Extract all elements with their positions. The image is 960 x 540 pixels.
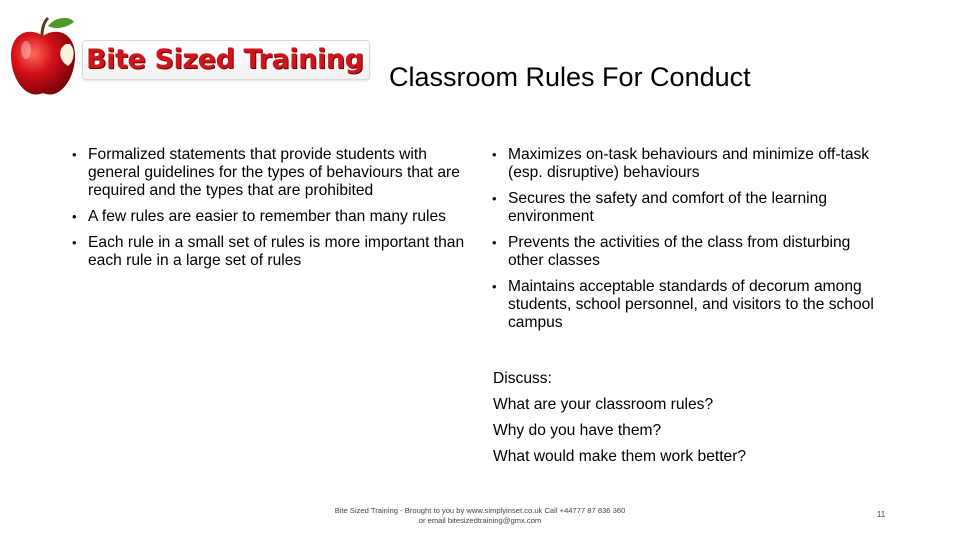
bullet-icon: • [492,191,497,206]
bullet-text: Each rule in a small set of rules is more important than each rule in a large set of rules [88,234,465,269]
bullet-text: Secures the safety and comfort of the learning environment [508,190,827,225]
apple-logo-icon [8,14,78,98]
bullet-icon: • [72,147,77,162]
bullet-icon: • [492,147,497,162]
discuss-question: What would make them work better? [493,448,747,465]
bullet-text: Maintains acceptable standards of decorum among students, school personnel, and visitors to the school campus [508,278,874,331]
discuss-heading: Discuss: [493,370,552,387]
bullet-text: Maximizes on-task behaviours and minimize off-task (esp. disruptive) behaviours [508,146,870,181]
discuss-question: Why do you have them? [493,422,662,439]
footer [280,506,680,526]
bullet-text: Prevents the activities of the class from disturbing other classes [508,234,851,269]
list-item [488,146,888,182]
footer-line: or email bitesizedtraining@gmx.com [418,516,542,525]
brand-logo-text: Bite Sized Training [82,40,370,80]
list-item [68,146,472,200]
page-number: 11 [876,510,886,519]
discuss-question: What are your classroom rules? [493,396,714,413]
bullet-text: Formalized statements that provide students with general guidelines for the types of behaviours that are required and the types that are prohibited [88,146,460,199]
list-item [68,234,472,270]
bullet-icon: • [72,235,77,250]
bullet-icon: • [492,235,497,250]
right-bullet-list [488,146,888,340]
list-item [68,208,472,226]
bullet-icon: • [492,279,497,294]
footer-line: Bite Sized Training - Brought to you by www.simplyinset.co.uk Call +44777 87 836 360 [334,506,626,515]
bullet-icon: • [72,209,77,224]
discussion-block [493,366,913,470]
list-item [488,190,888,226]
list-item [488,234,888,270]
slide-title: Classroom Rules For Conduct [389,62,751,92]
list-item [488,278,888,332]
bullet-text: A few rules are easier to remember than many rules [88,208,446,225]
left-bullet-list [68,146,472,278]
